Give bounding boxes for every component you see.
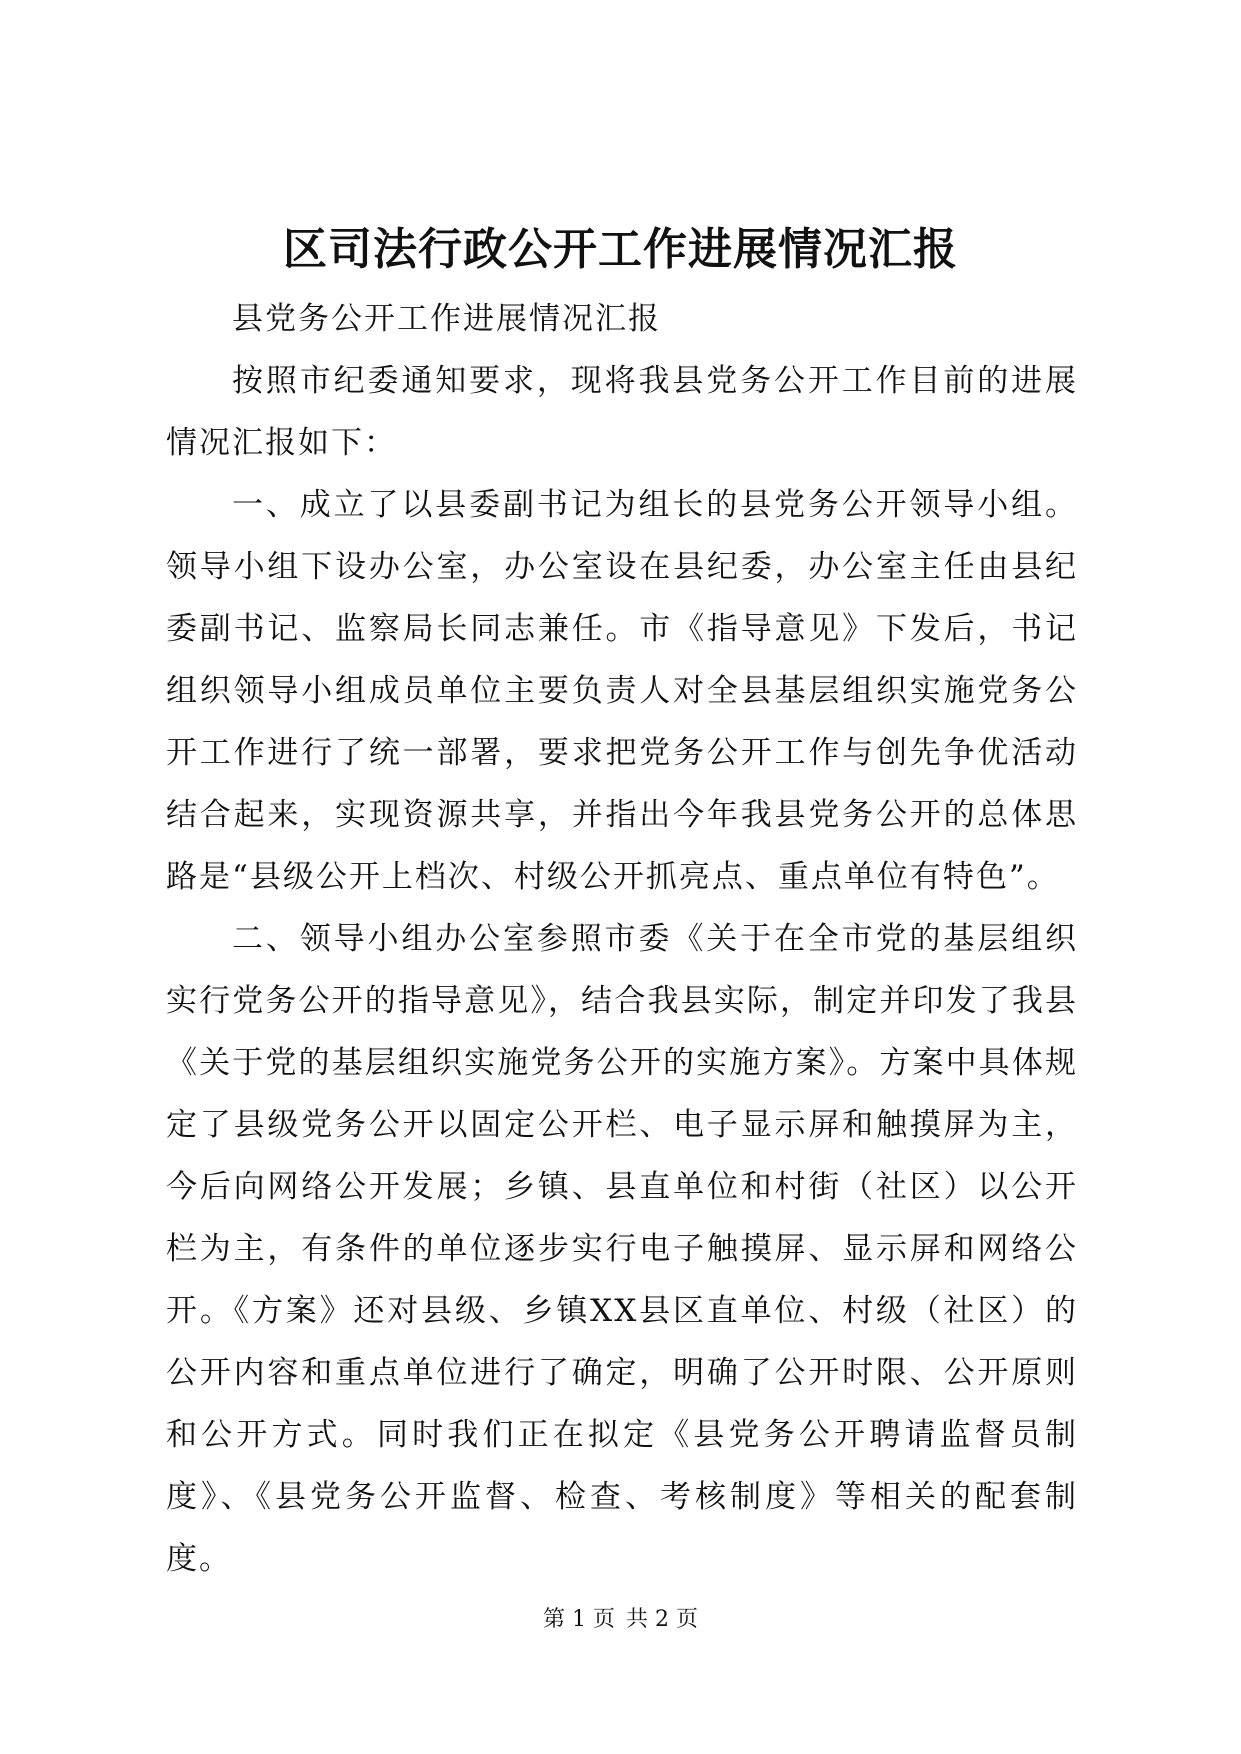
page-number: 第 1 页: [543, 1607, 615, 1632]
document-body: [166, 288, 1078, 1590]
page-total: 共 2 页: [626, 1607, 698, 1632]
document-title: 区司法行政公开工作进展情况汇报: [283, 224, 958, 275]
intro-paragraph: 按照市纪委通知要求，现将我县党务公开工作目前的进展情况汇报如下：: [166, 363, 1078, 461]
section-one-paragraph: 一、成立了以县委副书记为组长的县党务公开领导小组。领导小组下设办公室，办公室设在县纪委，办公室主任由县纪委副书记、监察局长同志兼任。市《指导意见》下发后，书记组织领导小组成员单位主要负责人对全县基层组织实施党务公开工作进行了统一部署，要求把党务公开工作与创先争优活动结合起来，实现资源共享，并指出今年我县党务公开的总体思路是“县级公开上档次、村级公开抓亮点、重点单位有特色”。: [166, 487, 1078, 895]
section-two-paragraph: 二、领导小组办公室参照市委《关于在全市党的基层组织实行党务公开的指导意见》，结合我县实际，制定并印发了我县《关于党的基层组织实施党务公开的实施方案》。方案中具体规定了县级党务公开以固定公开栏、电子显示屏和触摸屏为主，今后向网络公开发展；乡镇、县直单位和村街（社区）以公开栏为主，有条件的单位逐步实行电子触摸屏、显示屏和网络公开。《方案》还对县级、乡镇XX县区直单位、村级（社区）的公开内容和重点单位进行了确定，明确了公开时限、公开原则和公开方式。同时我们正在拟定《县党务公开聘请监督员制度》、《县党务公开监督、检查、考核制度》等相关的配套制度。: [166, 921, 1078, 1577]
page-footer: [0, 1605, 1241, 1635]
subtitle-paragraph: 县党务公开工作进展情况汇报: [232, 301, 661, 337]
